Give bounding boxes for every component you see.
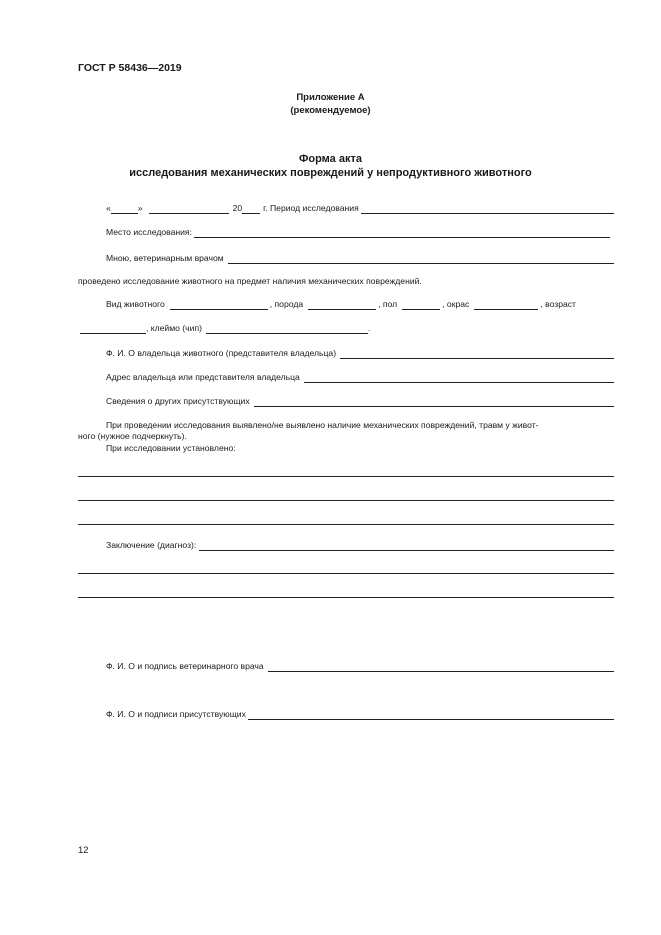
animal-row: [106, 299, 614, 310]
period-label: г. Период исследования: [263, 203, 359, 213]
established-label: При исследовании установлено:: [106, 443, 236, 453]
appendix-title: Приложение А: [296, 92, 365, 103]
conclusion-blank[interactable]: [199, 541, 614, 551]
period-blank[interactable]: [361, 204, 614, 214]
date-row: [106, 203, 614, 214]
brand-row: [80, 323, 370, 334]
year-prefix: 20: [232, 203, 243, 213]
address-blank[interactable]: [304, 373, 614, 383]
month-blank[interactable]: [149, 204, 229, 214]
conclusion-row: [106, 540, 614, 551]
present-signatures-label: Ф. И. О и подписи присутствующих: [106, 709, 246, 719]
species-blank[interactable]: [170, 300, 268, 310]
standard-number: ГОСТ Р 58436—2019: [78, 62, 182, 74]
conducted-text: проведено исследование животного на предмет наличия механических повреждений.: [78, 276, 422, 286]
form-subtitle: исследования механических повреждений у непродуктивного животного: [129, 167, 532, 179]
vet-signature-label: Ф. И. О и подпись ветеринарного врача: [106, 661, 264, 671]
vet-signature-blank[interactable]: [268, 662, 614, 672]
place-row: [106, 227, 610, 238]
finding-text-2: ного (нужное подчеркнуть).: [78, 431, 187, 441]
others-label: Сведения о других присутствующих: [106, 396, 250, 406]
brand-label: , клеймо (чип): [146, 323, 202, 333]
breed-blank[interactable]: [308, 300, 376, 310]
conclusion-line[interactable]: [78, 597, 614, 598]
vet-signature-row: [106, 661, 614, 672]
place-label: Место исследования:: [106, 227, 192, 237]
others-row: [106, 396, 614, 407]
address-row: [106, 372, 614, 383]
form-title: Форма акта: [299, 153, 362, 165]
address-label: Адрес владельца или представителя владельца: [106, 372, 300, 382]
established-line[interactable]: [78, 500, 614, 501]
owner-blank[interactable]: [340, 349, 614, 359]
conclusion-label: Заключение (диагноз):: [106, 540, 197, 550]
age-blank[interactable]: [80, 324, 146, 334]
year-blank[interactable]: [242, 204, 260, 214]
vet-row: [106, 253, 614, 264]
established-line[interactable]: [78, 476, 614, 477]
date-open-quote: «: [106, 203, 111, 213]
sex-blank[interactable]: [402, 300, 440, 310]
owner-label: Ф. И. О владельца животного (представителя владельца): [106, 348, 337, 358]
owner-row: [106, 348, 614, 359]
color-blank[interactable]: [474, 300, 538, 310]
place-blank[interactable]: [194, 228, 610, 238]
present-signatures-row: [106, 709, 614, 720]
finding-text-1: При проведении исследования выявлено/не выявлено наличие механических повреждений, травм у живот-: [106, 420, 539, 430]
others-blank[interactable]: [254, 397, 614, 407]
species-label: Вид животного: [106, 299, 165, 309]
date-close-quote: »: [137, 203, 143, 213]
age-label: , возраст: [540, 299, 576, 309]
page-number: 12: [78, 845, 89, 856]
day-blank[interactable]: [111, 204, 138, 214]
breed-label: , порода: [269, 299, 304, 309]
brand-period: .: [367, 323, 371, 333]
vet-label: Мною, ветеринарным врачом: [106, 253, 224, 263]
established-line[interactable]: [78, 524, 614, 525]
present-signatures-blank[interactable]: [248, 710, 614, 720]
conclusion-line[interactable]: [78, 573, 614, 574]
vet-blank[interactable]: [228, 254, 614, 264]
appendix-status: (рекомендуемое): [290, 105, 371, 116]
color-label: , окрас: [442, 299, 470, 309]
sex-label: , пол: [378, 299, 398, 309]
brand-blank[interactable]: [206, 323, 371, 334]
